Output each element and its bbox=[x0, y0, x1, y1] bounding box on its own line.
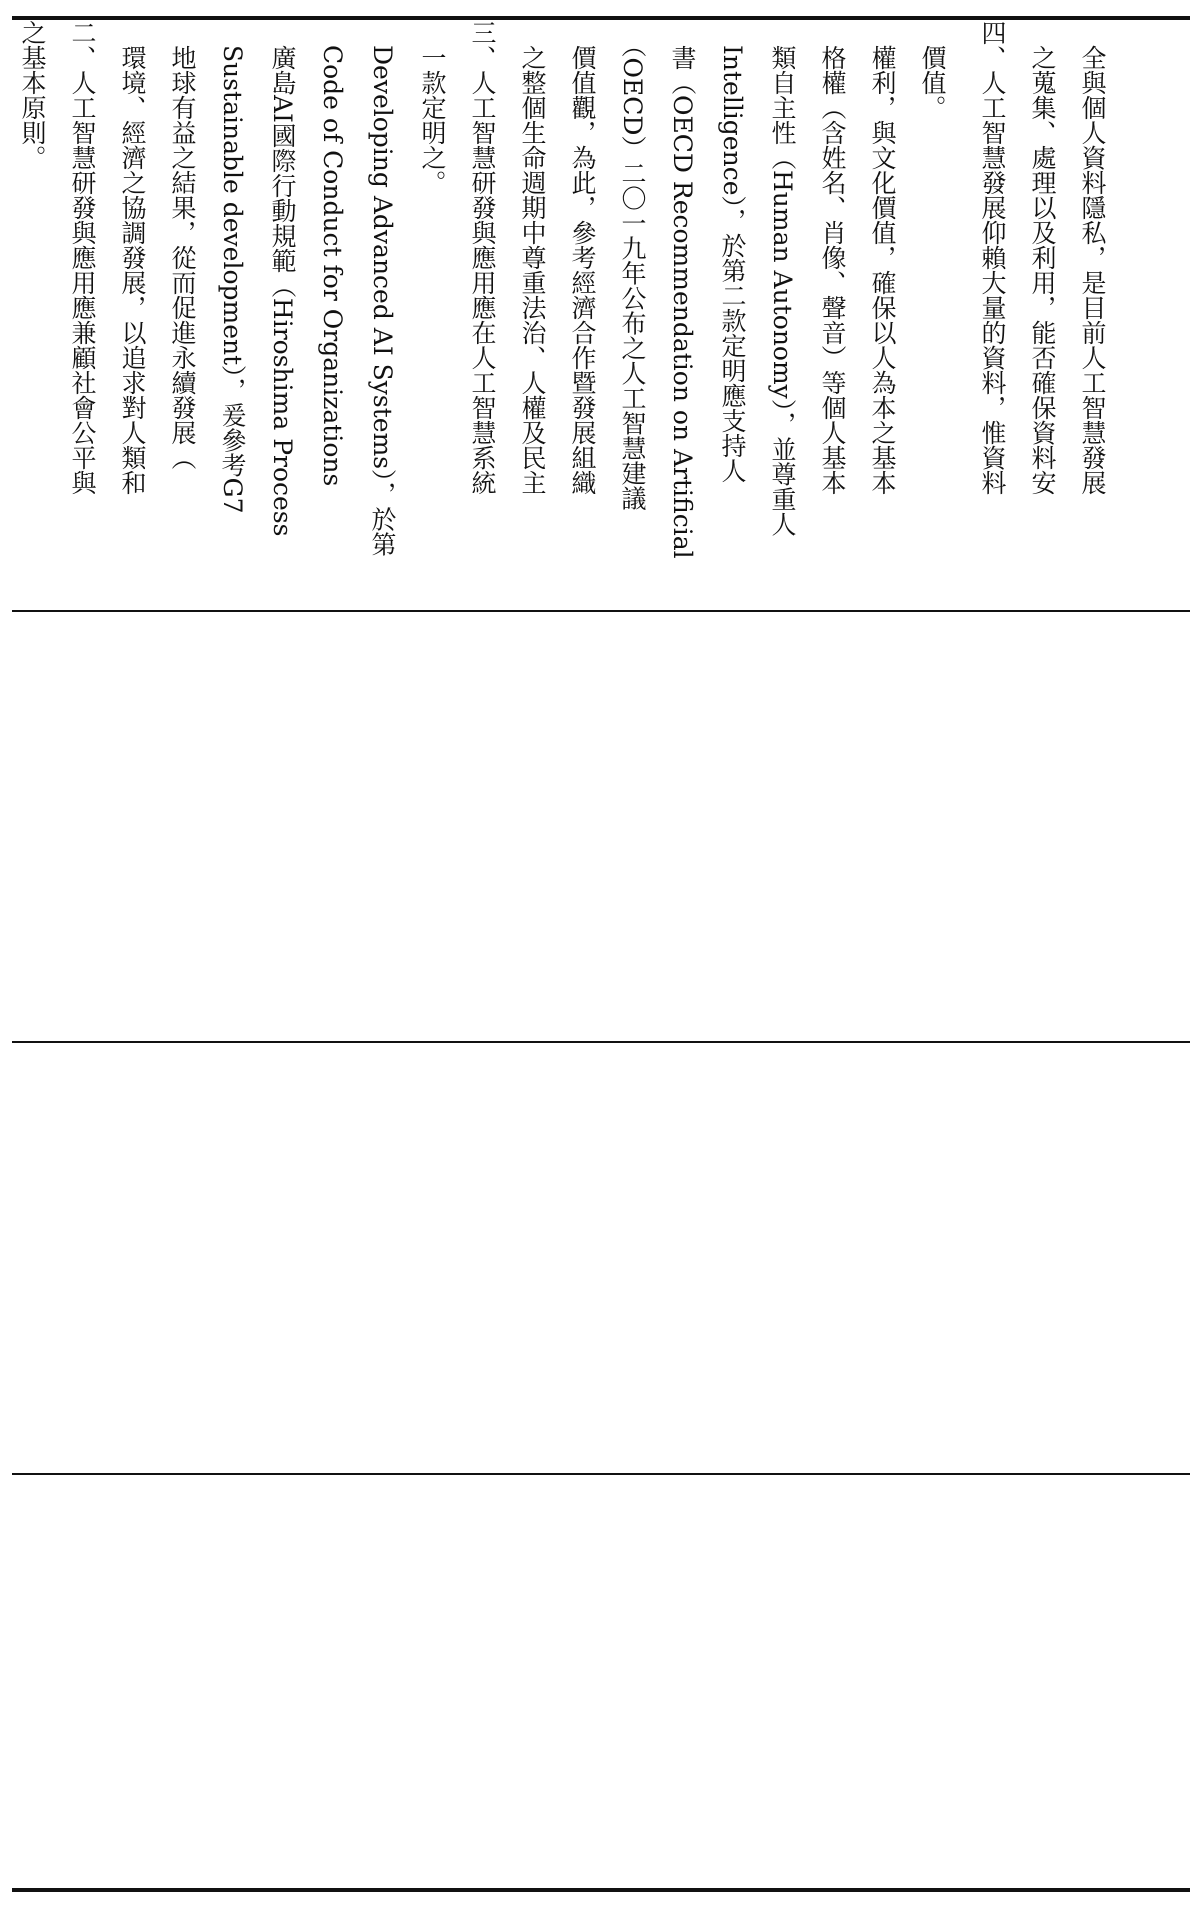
text-column: 之基本原則。 bbox=[18, 20, 47, 170]
text-column: Sustainable development），爰參考G7 bbox=[218, 20, 247, 514]
text-column: 環境、經濟之協調發展，以追求對人類和 bbox=[118, 20, 147, 495]
text-panel bbox=[12, 20, 1190, 608]
text-column: Developing Advanced AI Systems），於第 bbox=[368, 20, 397, 557]
text-column: 廣島AI國際行動規範（Hiroshima Process bbox=[268, 20, 297, 537]
text-column: 價值觀，為此，參考經濟合作暨發展組織 bbox=[568, 20, 597, 495]
text-column: 價值。 bbox=[918, 20, 947, 120]
text-column: 類自主性（Human Autonomy），並尊重人 bbox=[768, 20, 797, 537]
text-column: 三、人工智慧研發與應用應在人工智慧系統 bbox=[468, 20, 497, 495]
text-column: 一款定明之。 bbox=[418, 20, 447, 195]
text-column: 之蒐集、處理以及利用，能否確保資料安 bbox=[1028, 20, 1057, 495]
text-column: 全與個人資料隱私，是目前人工智慧發展 bbox=[1078, 20, 1107, 495]
text-column: 書（OECD Recommendation on Artificial bbox=[668, 20, 697, 559]
empty-panel-2 bbox=[12, 1043, 1190, 1471]
empty-panel-3 bbox=[12, 1475, 1190, 1888]
text-column: （OECD）二〇一九年公布之人工智慧建議 bbox=[618, 20, 647, 511]
text-column: 權利，與文化價值，確保以人為本之基本 bbox=[868, 20, 897, 495]
text-column: 二、人工智慧研發與應用應兼顧社會公平與 bbox=[68, 20, 97, 495]
text-column: 地球有益之結果，從而促進永續發展（ bbox=[168, 20, 197, 470]
text-column: 之整個生命週期中尊重法治、人權及民主 bbox=[518, 20, 547, 495]
text-column: 格權（含姓名、肖像、聲音）等個人基本 bbox=[818, 20, 847, 495]
bottom-border bbox=[12, 1888, 1190, 1892]
empty-panel-1 bbox=[12, 612, 1190, 1040]
text-column: Code of Conduct for Organizations bbox=[318, 20, 347, 487]
text-column: 四、人工智慧發展仰賴大量的資料，惟資料 bbox=[978, 20, 1007, 495]
text-column: Intelligence），於第二款定明應支持人 bbox=[718, 20, 747, 484]
